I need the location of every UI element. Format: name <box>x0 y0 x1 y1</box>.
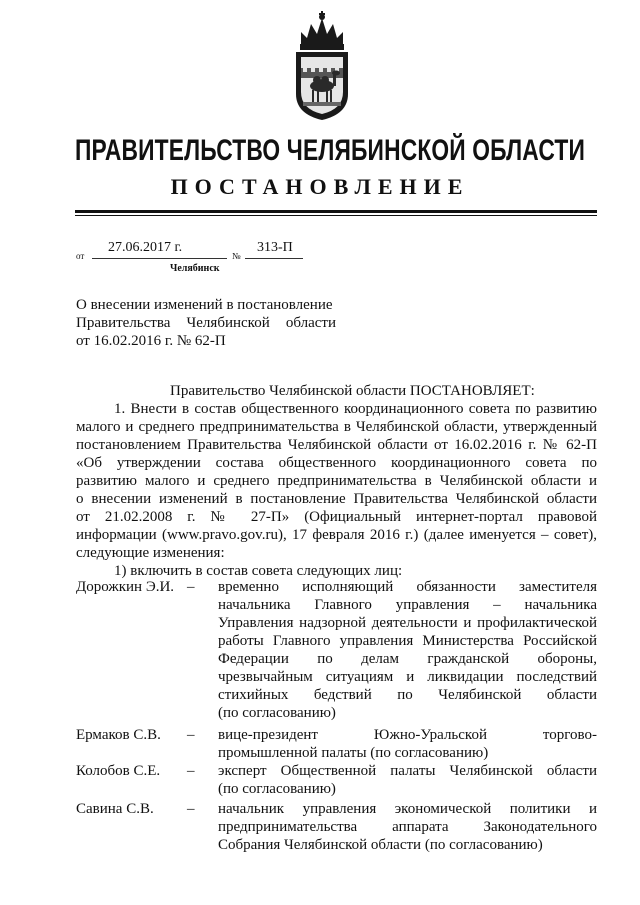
member-role-line: эксперт Общественной палаты Челябинской области <box>218 763 597 779</box>
date-underline <box>92 258 227 259</box>
member-role-line: работы Главного управления Министерства Российской <box>218 633 597 649</box>
member-role-line: стихийных бедствий по Челябинской области <box>218 687 597 703</box>
paragraph-line: 1. Внести в состав общественного координационного совета по развитию <box>114 401 597 417</box>
member-dash: – <box>187 801 195 817</box>
member-role-line: промышленной палаты (по согласованию) <box>218 745 489 761</box>
member-name: Ермаков С.В. <box>76 727 161 743</box>
subitem-heading: 1) включить в состав совета следующих лиц: <box>114 563 403 579</box>
paragraph-line: постановлением Правительства Челябинской области от 16.02.2016 г. № 62-П <box>76 437 597 453</box>
date-prefix: от <box>76 251 85 261</box>
header-rule-thin <box>75 215 597 216</box>
subject-line: О внесении изменений в постановление <box>76 297 333 313</box>
member-role-line: временно исполняющий обязанности заместителя <box>218 579 597 595</box>
number-sign: № <box>232 251 241 261</box>
member-role-line: начальника Главного управления – начальника <box>218 597 597 613</box>
document-type-heading: ПОСТАНОВЛЕНИЕ <box>170 174 470 199</box>
paragraph-line: «Об утверждении состава общественного координационного совета по <box>76 455 597 471</box>
city-label: Челябинск <box>170 263 220 274</box>
document-number: 313-П <box>257 240 293 255</box>
intro-statement: Правительство Челябинской области ПОСТАНОВЛЯЕТ: <box>170 383 535 399</box>
paragraph-line: информации (www.pravo.gov.ru), 17 февраля 2016 г.) (далее именуется – совет), <box>76 527 597 543</box>
paragraph-line: от 21.02.2008 г. № 27-П» (Официальный интернет-портал правовой <box>76 509 597 525</box>
paragraph-line: о внесении изменений в постановление Правительства Челябинской области <box>76 491 597 507</box>
member-dash: – <box>187 579 195 595</box>
member-role-line: чрезвычайным ситуациям и ликвидации последствий <box>218 669 597 685</box>
member-role-line: Федерации по делам гражданской обороны, <box>218 651 597 667</box>
paragraph-line: развитию малого и среднего предпринимательства в Челябинской области и <box>76 473 597 489</box>
crown-icon <box>300 11 344 50</box>
member-role-line: вице-президент Южно-Уральской торгово- <box>218 727 597 743</box>
government-title: ПРАВИТЕЛЬСТВО ЧЕЛЯБИНСКОЙ ОБЛАСТИ <box>75 134 586 167</box>
member-role-line: Собрания Челябинской области (по согласованию) <box>218 837 543 853</box>
member-role-line: (по согласованию) <box>218 781 336 797</box>
member-role-line: предпринимательства аппарата Законодательного <box>218 819 597 835</box>
subject-line: Правительства Челябинской области <box>76 315 336 331</box>
member-role-line: начальник управления экономической политики и <box>218 801 597 817</box>
member-role-line: (по согласованию) <box>218 705 336 721</box>
member-role-line: Управления надзорной деятельности и профилактической <box>218 615 597 631</box>
member-name: Колобов С.Е. <box>76 763 161 779</box>
header-rule-thick <box>75 210 597 213</box>
coat-of-arms-emblem <box>293 10 351 122</box>
member-dash: – <box>187 727 195 743</box>
number-underline <box>245 258 303 259</box>
member-name: Савина С.В. <box>76 801 154 817</box>
member-name: Дорожкин Э.И. <box>76 579 175 595</box>
document-date: 27.06.2017 г. <box>108 240 183 255</box>
member-dash: – <box>187 763 195 779</box>
subject-line: от 16.02.2016 г. № 62-П <box>76 333 226 349</box>
paragraph-line: малого и среднего предпринимательства в Челябинской области, утвержденный <box>76 419 597 435</box>
paragraph-line: следующие изменения: <box>76 545 225 561</box>
